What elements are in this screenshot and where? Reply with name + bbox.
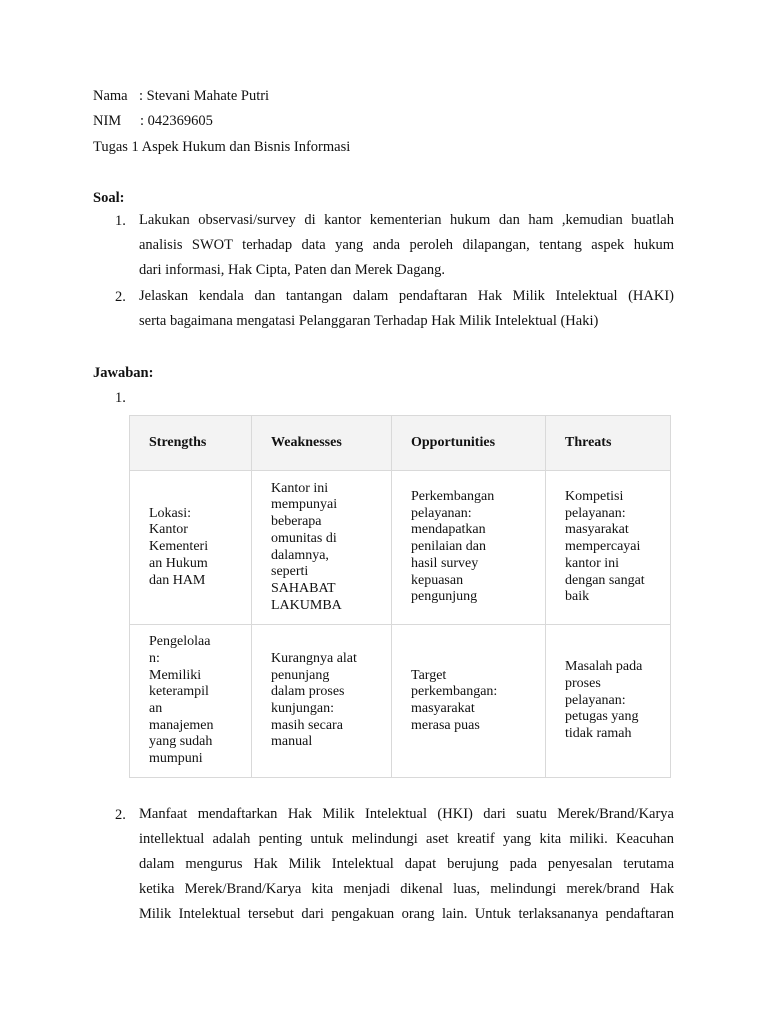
question-2-line: Jelaskan kendala dan tantangan dalam pendaftaran Hak Milik Intelektual (HAKI)	[139, 288, 674, 304]
swot-header-weaknesses: Weaknesses	[252, 416, 392, 471]
soal-heading: Soal:	[93, 190, 125, 206]
swot-cell-text: Target perkembangan: masyarakat merasa puas	[411, 667, 498, 733]
task-title: Tugas 1 Aspek Hukum dan Bisnis Informasi	[93, 139, 351, 155]
nim-value: : 042369605	[140, 113, 213, 129]
swot-cell	[392, 625, 546, 778]
answer-2-line: Manfaat mendaftarkan Hak Milik Intelektual (HKI) dari suatu Merek/Brand/Karya	[139, 806, 674, 822]
name-label: Nama	[93, 88, 128, 104]
question-1-line: analisis SWOT terhadap data yang anda peroleh dilapangan, tentang aspek hukum	[139, 237, 674, 253]
swot-cell	[252, 625, 392, 778]
question-2-number: 2.	[115, 289, 126, 305]
question-1-number: 1.	[115, 213, 126, 229]
swot-header-opportunities: Opportunities	[392, 416, 546, 471]
swot-cell	[130, 625, 252, 778]
swot-cell	[392, 471, 546, 625]
answer-2-line: intellektual adalah penting untuk melindungi aset kreatif yang kita miliki. Keacuhan	[139, 831, 674, 847]
answer-2-line: dalam mengurus Hak Milik Intelektual dapat berujung pada penyesalan terutama	[139, 856, 674, 872]
nim-label: NIM	[93, 113, 122, 129]
swot-row	[130, 625, 671, 778]
swot-header-row	[130, 416, 671, 471]
swot-cell-text: Masalah pada proses pelayanan: petugas yang tidak ramah	[565, 659, 643, 742]
swot-cell-text: Perkembangan pelayanan: mendapatkan penilaian dan hasil survey kepuasan pengunjung	[411, 489, 495, 605]
swot-cell	[546, 471, 671, 625]
answer-1-number: 1.	[115, 390, 126, 406]
name-value: : Stevani Mahate Putri	[139, 88, 270, 104]
swot-header-strengths: Strengths	[130, 416, 252, 471]
answer-2-line: ketika Merek/Brand/Karya kita menjadi dikenal luas, melindungi merek/brand Hak	[139, 881, 674, 897]
answer-2-number: 2.	[115, 807, 126, 823]
swot-cell-text: Pengelolaa n: Memiliki keterampil an manajemen yang sudah mumpuni	[149, 634, 214, 767]
swot-row	[130, 471, 671, 625]
swot-table	[129, 415, 671, 778]
answer-2-line: Milik Intelektual tersebut dari pengakuan orang lain. Untuk terlaksananya pendaftaran	[139, 906, 674, 922]
question-1-line: Lakukan observasi/survey di kantor kementerian hukum dan ham ,kemudian buatlah	[139, 212, 674, 228]
swot-cell	[130, 471, 252, 625]
swot-cell-text: Kompetisi pelayanan: masyarakat mempercayai kantor ini dengan sangat baik	[565, 489, 645, 605]
swot-cell-text: Kantor ini mempunyai beberapa omunitas di dalamnya, seperti SAHABAT LAKUMBA	[271, 480, 342, 613]
swot-cell-text: Lokasi: Kantor Kementeri an Hukum dan HAM	[149, 505, 209, 588]
swot-cell	[546, 625, 671, 778]
swot-cell-text: Kurangnya alat penunjang dalam proses kunjungan: masih secara manual	[271, 650, 357, 750]
nim-line	[93, 112, 213, 130]
question-2-line: serta bagaimana mengatasi Pelanggaran Terhadap Hak Milik Intelektual (Haki)	[139, 313, 599, 329]
answer-2	[139, 802, 674, 927]
name-line	[93, 87, 269, 105]
question-2	[139, 284, 674, 334]
swot-cell	[252, 471, 392, 625]
question-1	[139, 208, 674, 283]
jawaban-heading: Jawaban:	[93, 365, 154, 381]
swot-header-threats: Threats	[546, 416, 671, 471]
question-1-line: dari informasi, Hak Cipta, Paten dan Merek Dagang.	[139, 262, 446, 278]
